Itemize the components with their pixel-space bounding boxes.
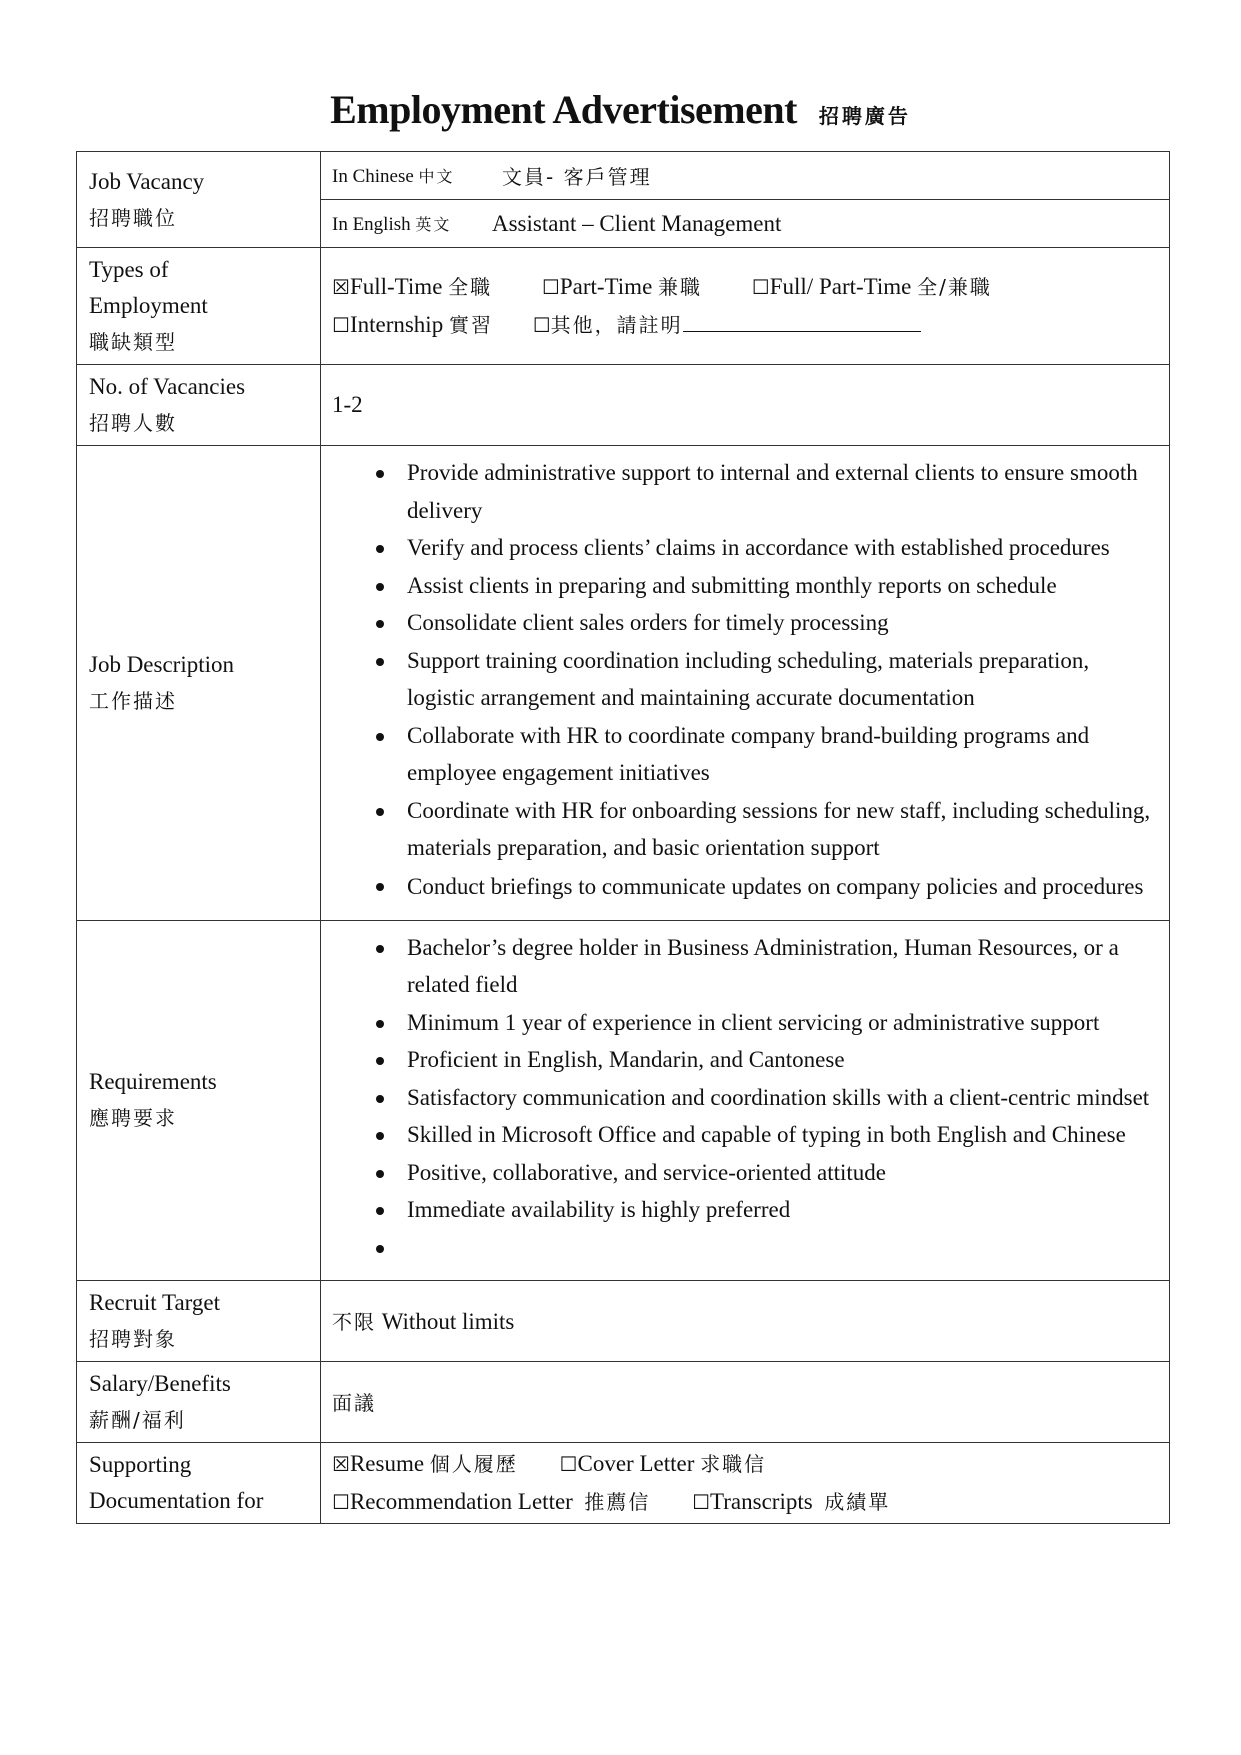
option-internship[interactable]: ☐Internship 實習: [332, 312, 493, 337]
salary-label: [77, 1361, 321, 1442]
employment-type-options: [321, 248, 1170, 365]
list-item: Immediate availability is highly preferred: [332, 1191, 1157, 1229]
job-description-content: [321, 446, 1170, 921]
option-part-time[interactable]: ☐Part-Time 兼職: [541, 274, 703, 299]
row-salary: [77, 1361, 1170, 1442]
checkbox-icon[interactable]: ☐: [532, 313, 551, 337]
recruit-target-label: [77, 1280, 321, 1361]
recruit-target-value-en: Without limits: [381, 1309, 515, 1334]
list-item: Provide administrative support to internal and external clients to ensure smooth delivery: [332, 454, 1157, 529]
checkbox-checked-icon[interactable]: ☒: [332, 1451, 350, 1476]
list-item: Verify and process clients’ claims in accordance with established procedures: [332, 529, 1157, 567]
employment-type-label-en-1: Types of: [89, 257, 169, 282]
row-job-vacancy: [77, 152, 1170, 200]
list-item: Coordinate with HR for onboarding sessions for new staff, including scheduling, materials preparation, and basic orientation support: [332, 792, 1157, 867]
row-employment-type: [77, 248, 1170, 365]
vacancy-chinese-cell: [321, 152, 1170, 200]
vacancy-english-cell: [321, 200, 1170, 248]
recruit-target-value-zh: 不限: [332, 1310, 376, 1334]
supporting-docs-options: [321, 1442, 1170, 1523]
vacancies-label-zh: 招聘人數: [89, 411, 177, 435]
salary-value[interactable]: [321, 1361, 1170, 1442]
option-recommendation-letter[interactable]: ☐Recommendation Letter 推薦信: [332, 1488, 651, 1514]
requirements-label-en: Requirements: [89, 1069, 217, 1094]
requirements-label-zh: 應聘要求: [89, 1106, 177, 1130]
vacancy-chinese-key: In Chinese 中文: [332, 165, 455, 187]
list-item: Satisfactory communication and coordination skills with a client-centric mindset: [332, 1079, 1157, 1117]
salary-label-en: Salary/Benefits: [89, 1370, 231, 1396]
employment-type-label-zh: 職缺類型: [89, 330, 177, 354]
list-item: Bachelor’s degree holder in Business Administration, Human Resources, or a related field: [332, 929, 1157, 1004]
checkbox-icon[interactable]: ☐: [751, 275, 770, 299]
salary-value-text: 面議: [332, 1391, 376, 1415]
job-description-list: [332, 446, 1157, 920]
vacancies-label-en: No. of Vacancies: [89, 374, 246, 399]
checkbox-icon[interactable]: ☐: [332, 1489, 350, 1514]
checkbox-icon[interactable]: ☐: [332, 313, 350, 337]
list-item: Minimum 1 year of experience in client servicing or administrative support: [332, 1004, 1157, 1042]
requirements-content: [321, 920, 1170, 1280]
job-vacancy-label: [77, 152, 321, 248]
option-full-part-time[interactable]: ☐Full/ Part-Time 全/兼職: [751, 274, 992, 299]
title-english: Employment Advertisement: [330, 87, 797, 132]
vacancy-english-key: In English 英文: [332, 213, 452, 235]
job-vacancy-label-zh: 招聘職位: [89, 205, 177, 230]
recruit-target-label-en: Recruit Target: [89, 1289, 221, 1315]
page-title: [0, 86, 1241, 133]
row-job-description: [77, 446, 1170, 921]
recruit-target-value[interactable]: [321, 1280, 1170, 1361]
supporting-docs-label-1: Supporting: [89, 1451, 192, 1477]
list-item: Proficient in English, Mandarin, and Cantonese: [332, 1041, 1157, 1079]
recruit-target-label-zh: 招聘對象: [89, 1326, 177, 1351]
other-specify-blank[interactable]: [683, 307, 921, 332]
checkbox-checked-icon[interactable]: ☒: [332, 275, 350, 299]
list-item: Conduct briefings to communicate updates on company policies and procedures: [332, 867, 1157, 906]
list-item: Consolidate client sales orders for timely processing: [332, 604, 1157, 642]
vacancy-chinese-value[interactable]: 文員- 客戶管理: [502, 165, 652, 189]
job-vacancy-label-en: Job Vacancy: [89, 168, 205, 194]
requirements-label: [77, 920, 321, 1280]
job-description-label-zh: 工作描述: [89, 688, 177, 713]
employment-type-label-en-2: Employment: [89, 293, 208, 318]
list-item: Collaborate with HR to coordinate company brand-building programs and employee engagement initiatives: [332, 717, 1157, 792]
option-full-time[interactable]: ☒Full-Time 全職: [332, 274, 493, 299]
option-other[interactable]: ☐其他，請註明: [533, 306, 921, 344]
salary-label-zh: 薪酬/福利: [89, 1407, 186, 1432]
checkbox-icon[interactable]: ☐: [541, 275, 560, 299]
vacancy-english-value[interactable]: Assistant – Client Management: [492, 210, 782, 236]
job-description-label-en: Job Description: [89, 651, 235, 677]
option-cover-letter[interactable]: ☐Cover Letter 求職信: [559, 1450, 767, 1476]
list-item: Support training coordination including scheduling, materials preparation, logistic arrangement and maintaining accurate documentation: [332, 642, 1157, 717]
supporting-docs-label-2: Documentation for: [89, 1487, 264, 1513]
row-requirements: [77, 920, 1170, 1280]
row-supporting-docs: [77, 1442, 1170, 1523]
option-resume[interactable]: ☒Resume 個人履歷: [332, 1450, 518, 1476]
list-item: Positive, collaborative, and service-oriented attitude: [332, 1154, 1157, 1192]
row-vacancies: [77, 365, 1170, 446]
vacancies-label: [77, 365, 321, 446]
job-description-label: [77, 446, 321, 921]
list-item: Assist clients in preparing and submitting monthly reports on schedule: [332, 567, 1157, 605]
list-item: Skilled in Microsoft Office and capable of typing in both English and Chinese: [332, 1116, 1157, 1154]
checkbox-icon[interactable]: ☐: [559, 1451, 578, 1476]
requirements-list: [332, 921, 1157, 1280]
checkbox-icon[interactable]: ☐: [692, 1489, 711, 1514]
vacancies-value[interactable]: 1-2: [321, 365, 1170, 446]
employment-type-label: [77, 248, 321, 365]
employment-form-table: [76, 151, 1170, 1524]
title-chinese: 招聘廣告: [818, 104, 911, 128]
supporting-docs-label: [77, 1442, 321, 1523]
option-transcripts[interactable]: ☐Transcripts 成績單: [692, 1488, 891, 1514]
row-recruit-target: [77, 1280, 1170, 1361]
list-item-empty[interactable]: [332, 1229, 1157, 1266]
